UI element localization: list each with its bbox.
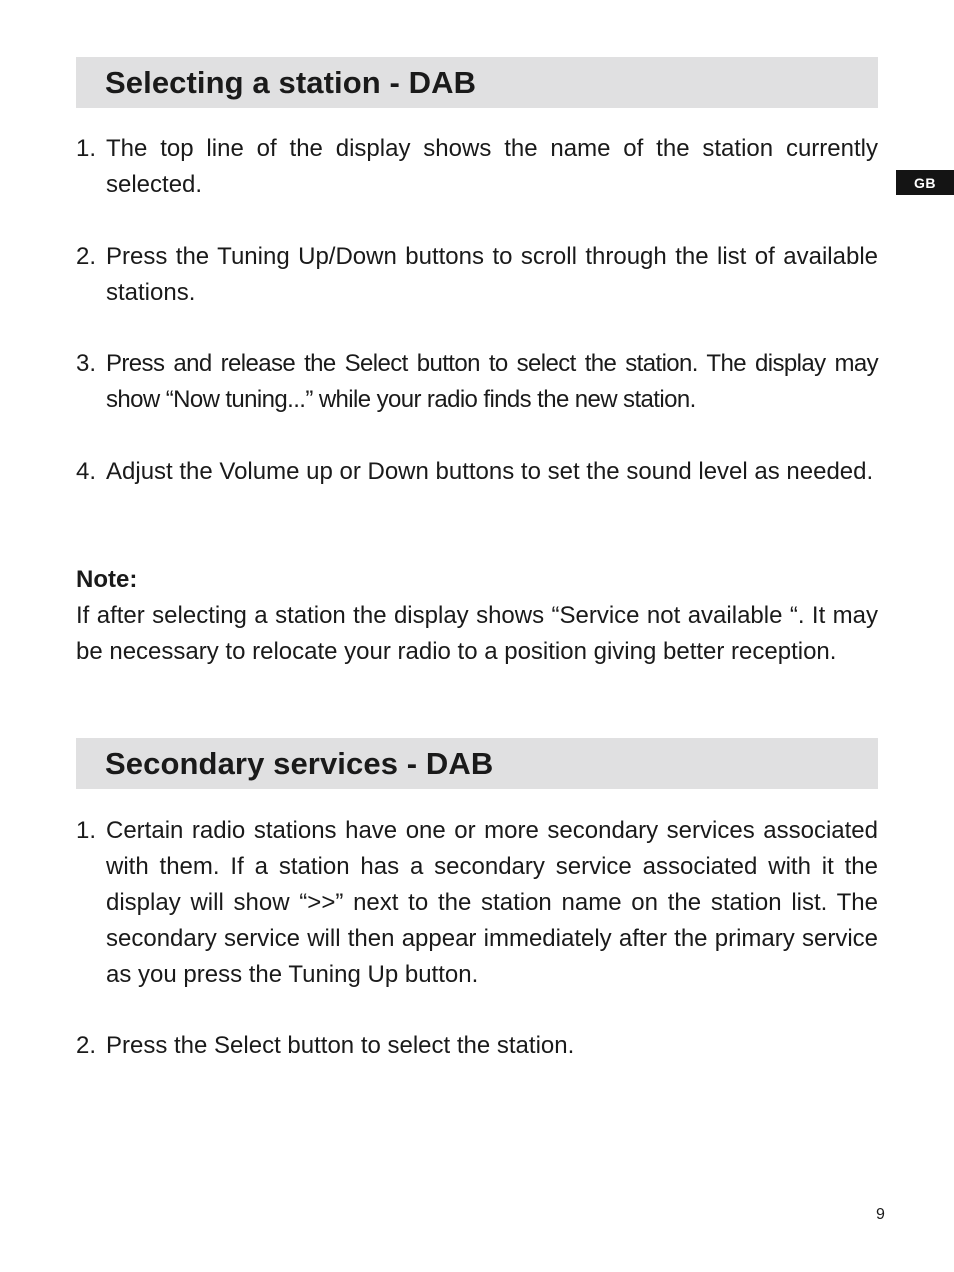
item-number: 1.: [76, 135, 97, 162]
section-header-selecting-station: [76, 57, 878, 108]
language-tab: GB: [896, 170, 954, 195]
list-item: [76, 1028, 878, 1064]
item-text: Adjust the Volume up or Down buttons to set the sound level as needed.: [106, 458, 874, 485]
item-number: 2.: [76, 243, 97, 270]
list-item: [76, 346, 878, 418]
item-number: 4.: [76, 458, 97, 485]
item-number: 2.: [76, 1032, 97, 1059]
item-text: Press the Tuning Up/Down buttons to scroll through the list of available stations.: [106, 243, 878, 306]
list-item: [76, 131, 878, 203]
item-number: 3.: [76, 350, 97, 377]
note-text: If after selecting a station the display shows “Service not available “. It may be necessary to relocate your radio to a position giving better reception.: [76, 602, 878, 665]
item-text: Certain radio stations have one or more secondary services associated with them. If a station has a secondary service associated with it the display will show “>>” next to the station name on the station list. The secondary service will then appear immediately after the primary service as you press the Tuning Up button.: [106, 817, 878, 988]
note-title: Note:: [76, 566, 138, 593]
list-item: [76, 454, 878, 490]
item-text: The top line of the display shows the name of the station currently selected.: [106, 135, 878, 198]
section-header-secondary-services: [76, 738, 878, 789]
page-number: 9: [876, 1206, 885, 1223]
list-item: [76, 239, 878, 311]
item-text: Press and release the Select button to select the station. The display may show “Now tuning...” while your radio finds the new station.: [106, 350, 878, 413]
section-title: Selecting a station - DAB: [105, 64, 477, 100]
item-number: 1.: [76, 817, 97, 844]
section-title: Secondary services - DAB: [105, 745, 494, 781]
list-item: [76, 813, 878, 993]
item-text: Press the Select button to select the station.: [106, 1032, 575, 1059]
